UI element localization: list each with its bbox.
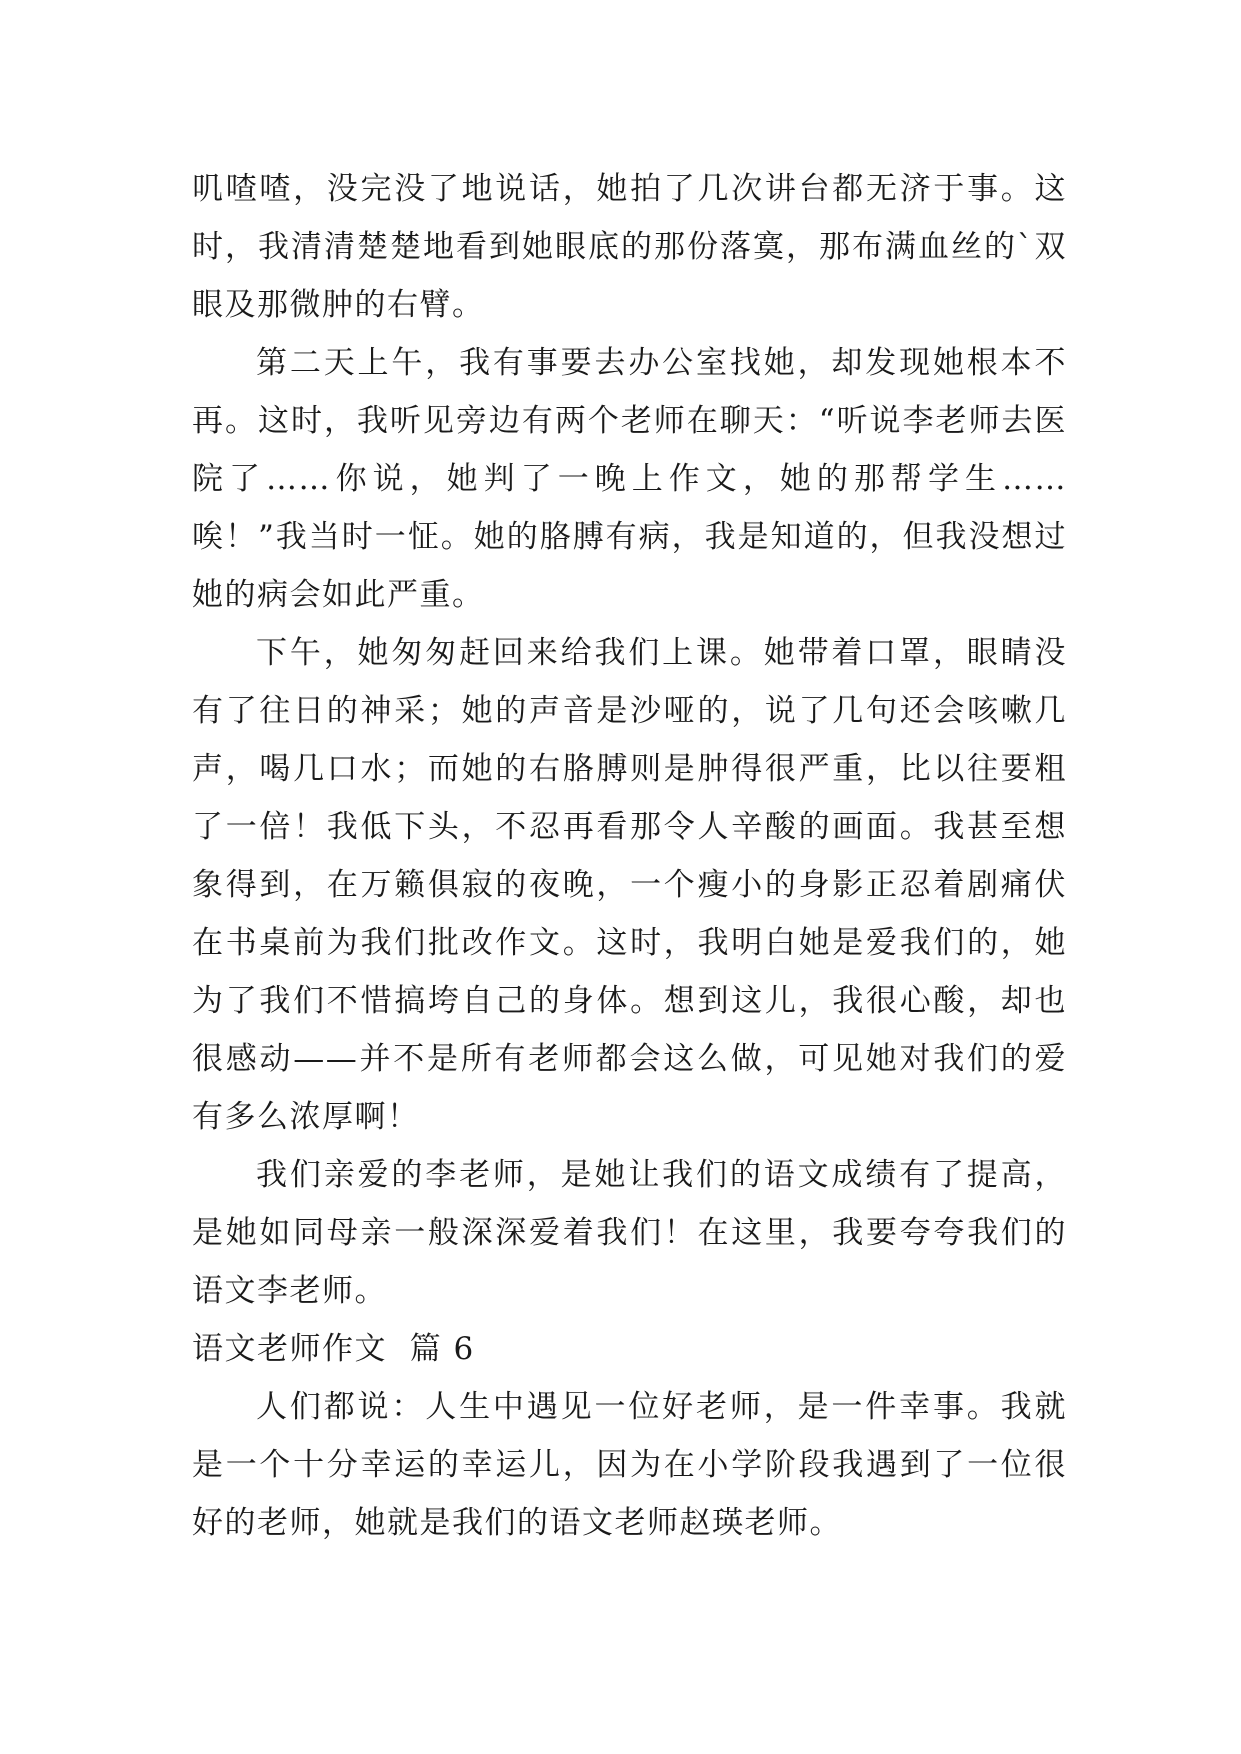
- paragraph-1: 叽喳喳，没完没了地说话，她拍了几次讲台都无济于事。这时，我清清楚楚地看到她眼底的那份落寞，那布满血丝的`双眼及那微肿的右臂。: [192, 171, 1067, 323]
- paragraph-4: 我们亲爱的李老师，是她让我们的语文成绩有了提高，是她如同母亲一般深深爱着我们！在这里，我要夸夸我们的语文李老师。: [192, 1157, 1067, 1309]
- document-page: [192, 160, 1067, 1552]
- paragraph-2: 第二天上午，我有事要去办公室找她，却发现她根本不再。这时，我听见旁边有两个老师在聊天：“听说李老师去医院了……你说，她判了一晚上作文，她的那帮学生……唉！”我当时一怔。她的胳膊有病，我是知道的，但我没想过她的病会如此严重。: [192, 345, 1067, 613]
- paragraph-3: 下午，她匆匆赶回来给我们上课。她带着口罩，眼睛没有了往日的神采；她的声音是沙哑的，说了几句还会咳嗽几声，喝几口水；而她的右胳膊则是肿得很严重，比以往要粗了一倍！我低下头，不忍再看那令人辛酸的画面。我甚至想象得到，在万籁俱寂的夜晚，一个瘦小的身影正忍着剧痛伏在书桌前为我们批改作文。这时，我明白她是爱我们的，她为了我们不惜搞垮自己的身体。想到这儿，我很心酸，却也很感动——并不是所有老师都会这么做，可见她对我们的爱有多么浓厚啊！: [192, 635, 1067, 1135]
- section-heading: 语文老师作文 篇 6: [192, 1331, 475, 1367]
- paragraph-5: 人们都说：人生中遇见一位好老师，是一件幸事。我就是一个十分幸运的幸运儿，因为在小学阶段我遇到了一位很好的老师，她就是我们的语文老师赵瑛老师。: [192, 1389, 1067, 1541]
